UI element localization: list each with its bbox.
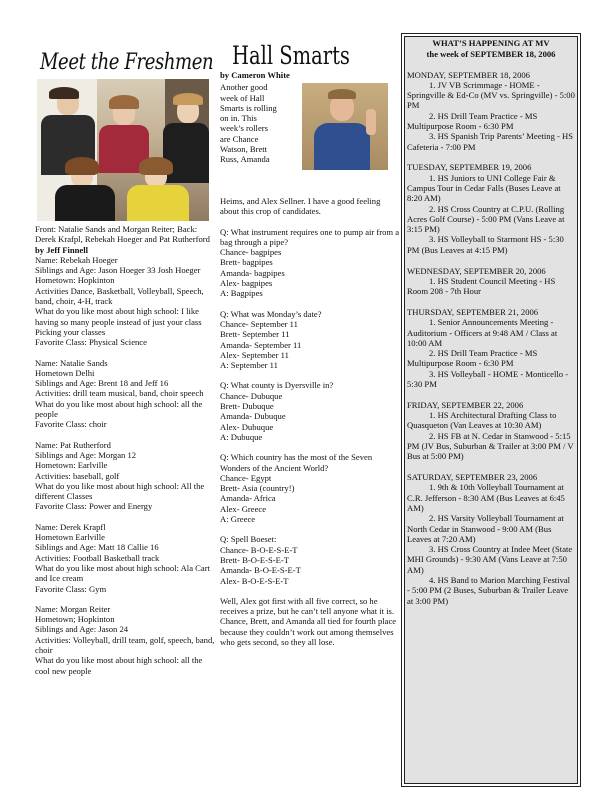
- qa-block: [220, 227, 400, 299]
- profile: [35, 522, 215, 594]
- event-item: 2. HS Varsity Volleyball Tournament at North Cedar in Stanwood - 9:00 AM (Bus Leaves at 7:20 AM): [407, 513, 564, 544]
- answer-line: Brett- B-O-E-S-E-T: [220, 554, 289, 565]
- profile-line: What do you like most about high school: All the different Classes: [35, 480, 205, 502]
- answer-line: Chance- Dubuque: [220, 390, 283, 401]
- answer-line: Chance- September 11: [220, 318, 298, 329]
- qa-block: [220, 452, 400, 524]
- event-item: 1. JV VB Scrimmage - HOME - Springville & Ed-Co (MV vs. Springville) - 5:00 PM: [407, 79, 575, 111]
- freshmen-byline: by Jeff Finnell: [35, 244, 88, 255]
- day-block: [407, 70, 575, 152]
- event-item: 1. HS Student Council Meeting - HS Room 208 - 7th Hour: [407, 275, 556, 297]
- photo-caption: Front: Natalie Sands and Morgan Reiter; Back: Derek Krafpl, Rebekah Hoeger and Pat Rutherford: [35, 224, 210, 245]
- correct-answer: A: September 11: [220, 360, 278, 371]
- event-item: 4. HS Band to Marion Marching Festival - 5:00 PM (2 Buses, Suburban & Trailer Leave at 3:00 PM): [407, 575, 571, 606]
- answer-line: Amanda- B-O-E-S-E-T: [220, 565, 301, 576]
- event-item: 3. HS Cross Country at Indee Meet (State MHI Grounds) - 9:30 AM (Vans Leave at 7:50 AM): [407, 544, 573, 575]
- answer-line: Alex- B-O-E-S-E-T: [220, 575, 289, 586]
- intro-line: on in. This: [220, 113, 257, 124]
- event-item: 3. HS Volleyball to Starmont HS - 5:30 PM (Bus Leaves at 4:15 PM): [407, 234, 564, 255]
- freshmen-column: [35, 47, 215, 676]
- day-heading: WEDNESDAY, SEPTEMBER 20, 2006: [407, 265, 546, 276]
- qa-block: [220, 309, 400, 371]
- profile-line: Siblings and Age: Jason Hoeger 33 Josh Hoeger: [35, 265, 201, 276]
- profile-line: Activities: drill team musical, band, choir speech: [35, 388, 204, 399]
- day-block: [407, 162, 575, 255]
- profile-line: Siblings and Age: Matt 18 Callie 16: [35, 542, 159, 553]
- day-block: [407, 400, 575, 462]
- freshmen-group-photo: [37, 79, 209, 221]
- profile: [35, 358, 215, 430]
- day-heading: SATURDAY, SEPTEMBER 23, 2006: [407, 472, 538, 483]
- profile-line: Hometown: Hopkinton: [35, 275, 115, 286]
- event-item: 2. HS Cross Country at C.P.U. (Rolling Acres Golf Course) - 5:00 PM (Vans Leave at 3:15 PM): [407, 203, 565, 235]
- profile-line: Favorite Class: Physical Science: [35, 337, 147, 348]
- profile-line: Hometown: Earlville: [35, 460, 108, 471]
- question: Q: What was Monday’s date?: [220, 308, 322, 319]
- correct-answer: A: Bagpipes: [220, 288, 263, 299]
- profile-line: What do you like most about high school: Ala Cart and Ice cream: [35, 562, 210, 584]
- profile: [35, 255, 215, 348]
- events-subtitle-line: the week of SEPTEMBER 18, 2006: [426, 48, 556, 59]
- profile-line: Siblings and Age: Brent 18 and Jeff 16: [35, 378, 169, 389]
- question: Q: Which country has the most of the Seven Wonders of the Ancient World?: [220, 452, 373, 473]
- intro-line: are Chance: [220, 133, 259, 144]
- answer-line: Amanda- Dubuque: [220, 411, 286, 422]
- profile-line: Name: Rebekah Hoeger: [35, 254, 118, 265]
- event-item: 2. HS Drill Team Practice - MS Multipurpose Room - 6:30 PM: [407, 348, 538, 369]
- answer-line: Alex- September 11: [220, 349, 289, 360]
- answer-line: Brett- bagpipes: [220, 257, 273, 268]
- profile-line: Favorite Class: Gym: [35, 583, 107, 594]
- correct-answer: A: Dubuque: [220, 431, 263, 442]
- intro-line: Another good: [220, 82, 268, 93]
- day-heading: FRIDAY, SEPTEMBER 22, 2006: [407, 399, 524, 410]
- profile-line: What do you like most about high school: all the cool new people: [35, 655, 203, 676]
- event-item: 3. HS Volleyball - HOME - Monticello - 5:30 PM: [407, 368, 569, 390]
- closing-paragraph: Well, Alex got first with all five correct, so he receives a prize, but he can’t tell anyone what it is. Chance, Brett, and Amanda all tied for fourth place because they couldn’t work out among themselves who gets second, so they all lose.: [220, 595, 397, 647]
- answer-line: Brett- September 11: [220, 329, 290, 340]
- profile-line: Name: Morgan Reiter: [35, 603, 111, 614]
- profile-line: Activities: Football Basketball track: [35, 552, 160, 563]
- profile-line: Activities Dance, Basketball, Volleyball, Speech, band, choir, 4-H, track: [35, 285, 204, 307]
- profile-line: What do you like most about high school: I like having so many people instead of just your class: [35, 306, 202, 327]
- profile-line: Activities: Volleyball, drill team, golf, speech, band, choir: [35, 634, 215, 655]
- question: Q: What instrument requires one to pump air from a bag through a pipe?: [220, 226, 400, 247]
- profile-line: Siblings and Age: Jason 24: [35, 624, 129, 635]
- day-block: [407, 307, 575, 389]
- event-item: 1. HS Architectural Drafting Class to Quasqueton (Van Leaves at 10:30 AM): [407, 410, 557, 431]
- answer-line: Brett- Dubuque: [220, 401, 274, 412]
- profile: [35, 604, 215, 676]
- qa-block: [220, 380, 400, 442]
- profile-line: What do you like most about high school: all the people: [35, 398, 203, 420]
- hall-smarts-byline: by Cameron White: [220, 70, 290, 80]
- profile-line: Hometown; Hopkinton: [35, 614, 115, 625]
- intro-line: week’s rollers: [220, 123, 268, 134]
- qa-block: [220, 534, 400, 585]
- answer-line: Alex- Greece: [220, 503, 267, 514]
- intro-rest: Heims, and Alex Sellner. I have a good feeling about this crop of candidates.: [220, 196, 381, 217]
- event-item: 2. HS FB at N. Cedar in Stanwood - 5:15 PM (JV Bus, Suburban & Trailer at 3:00 PM / V Bus at 5:00 PM): [407, 430, 574, 462]
- day-block: [407, 472, 575, 606]
- answer-line: Alex- bagpipes: [220, 278, 273, 289]
- profile-line: Activities: baseball, golf: [35, 470, 120, 481]
- answer-line: Alex- Dubuque: [220, 421, 274, 432]
- profile-line: Name: Pat Rutherford: [35, 439, 111, 450]
- answer-line: Chance- bagpipes: [220, 247, 282, 258]
- profile-line: Picking your classes: [35, 326, 106, 337]
- answer-line: Chance- B-O-E-S-E-T: [220, 544, 298, 555]
- event-item: 3. HS Spanish Trip Parents’ Meeting - HS Cafeteria - 7:00 PM: [407, 131, 574, 152]
- contestant-photo: [302, 83, 388, 170]
- freshmen-title: Meet the Freshmen: [40, 50, 214, 75]
- answer-line: Chance- Egypt: [220, 472, 272, 483]
- day-heading: MONDAY, SEPTEMBER 18, 2006: [407, 69, 530, 80]
- answer-line: Amanda- bagpipes: [220, 267, 285, 278]
- intro-line: week of Hall: [220, 92, 265, 103]
- profile-line: Hometown Delhi: [35, 367, 95, 378]
- intro-line: Smarts is rolling: [220, 102, 277, 113]
- profile-line: Favorite Class: Power and Energy: [35, 501, 153, 512]
- hall-smarts-column: [220, 42, 400, 647]
- event-item: 1. 9th & 10th Volleyball Tournament at C.R. Jefferson - 8:30 AM (Bus Leaves at 6:45 AM): [407, 482, 565, 513]
- profile-line: Name: Derek Krapfl: [35, 521, 106, 532]
- event-item: 1. Senior Announcements Meeting - Auditorium - Officers at 9:48 AM / Class at 10:00 AM: [407, 317, 558, 348]
- day-heading: TUESDAY, SEPTEMBER 19, 2006: [407, 162, 532, 173]
- profile-line: Siblings and Age: Morgan 12: [35, 449, 137, 460]
- correct-answer: A: Greece: [220, 514, 256, 525]
- day-heading: THURSDAY, SEPTEMBER 21, 2006: [407, 306, 539, 317]
- profile-line: Name: Natalie Sands: [35, 357, 108, 368]
- events-title: [405, 37, 577, 59]
- question: Q: Spell Boeset:: [220, 534, 277, 545]
- events-title-line: WHAT’S HAPPENING AT MV: [432, 38, 550, 48]
- event-item: 1. HS Juniors to UNI College Fair & Campus Tour in Cedar Falls (Buses Leave at 8:20 AM): [407, 172, 561, 204]
- profile: [35, 440, 215, 512]
- question: Q: What county is Dyersville in?: [220, 380, 334, 391]
- profile-line: Hometown Earlville: [35, 532, 105, 543]
- answer-line: Amanda- September 11: [220, 339, 302, 350]
- event-item: 2. HS Drill Team Practice - MS Multipurpose Room - 6:30 PM: [407, 110, 538, 131]
- whats-happening-box: [404, 36, 578, 784]
- intro-line: Russ, Amanda: [220, 154, 270, 165]
- profile-line: Favorite Class: choir: [35, 419, 107, 430]
- day-block: [407, 266, 575, 297]
- answer-line: Brett- Asia (country!): [220, 483, 295, 494]
- hall-smarts-title: Hall Smarts: [232, 41, 350, 70]
- answer-line: Amanda- Africa: [220, 493, 276, 504]
- intro-line: Watson, Brett: [220, 144, 268, 155]
